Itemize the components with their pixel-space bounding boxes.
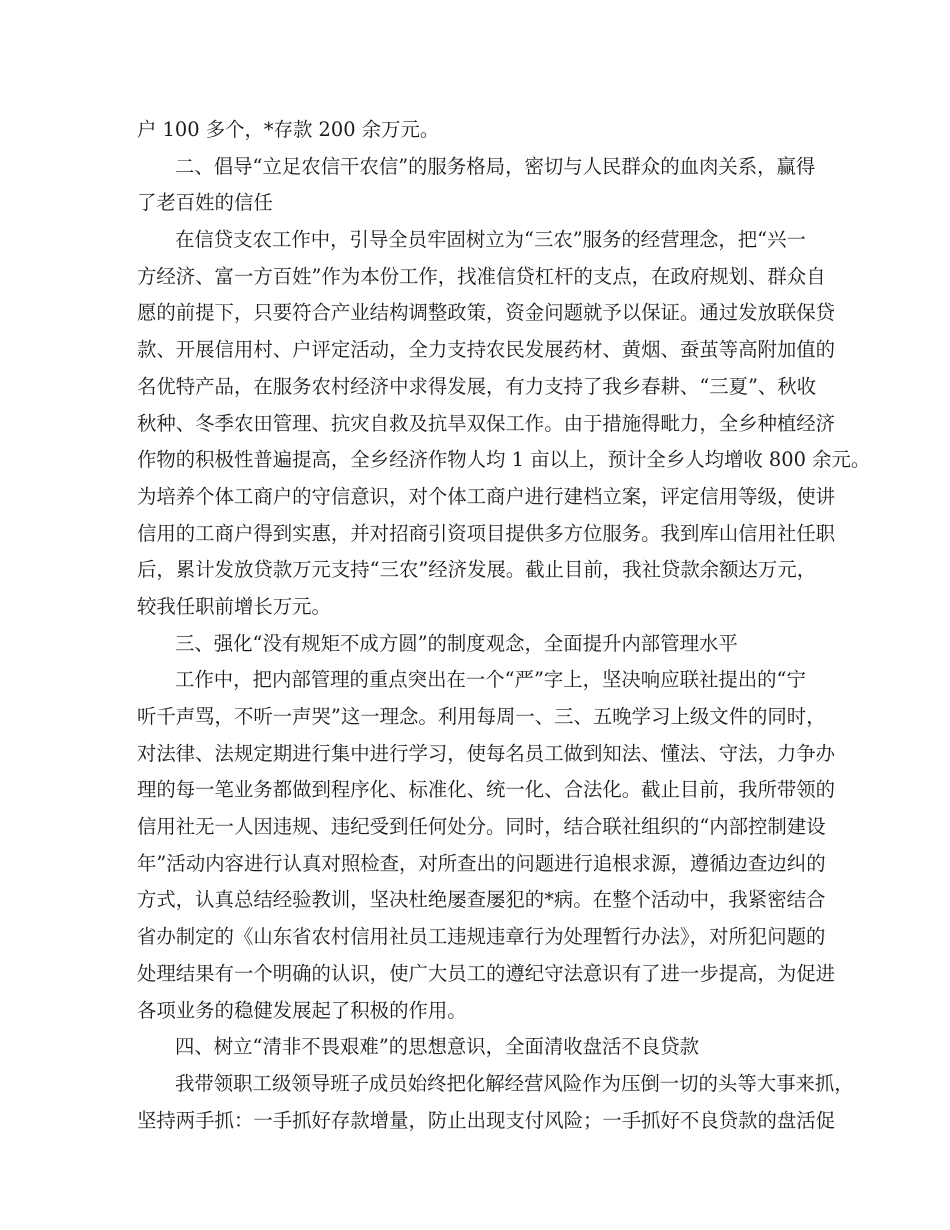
- text-line: 省办制定的《山东省农村信用社员工违规违章行为处理暂行办法》，对所犯问题的: [137, 925, 826, 949]
- text-line: 工作中，把内部管理的重点突出在一个“严”字上，坚决响应联社提出的“宁: [175, 668, 806, 692]
- section-heading-3: 三、强化“没有规矩不成方圆”的制度观念，全面提升内部管理水平: [175, 631, 738, 655]
- text-line: 款、开展信用村、户评定活动，全力支持农民发展药材、黄烟、蚕茧等高附加值的: [137, 338, 836, 362]
- text-line: 年”活动内容进行认真对照检查，对所查出的问题进行追根求源，遵循边查边纠的: [137, 851, 826, 875]
- text-line: 愿的前提下，只要符合产业结构调整政策，资金问题就予以保证。通过发放联保贷: [137, 301, 836, 325]
- document-body: [137, 112, 871, 1139]
- text-line: 秋种、冬季农田管理、抗灾自救及抗旱双保工作。由于措施得毗力，全乡种植经济: [137, 411, 836, 435]
- text-line: 理的每一笔业务都做到程序化、标准化、统一化、合法化。截止目前，我所带领的: [137, 778, 836, 802]
- text-line: 处理结果有一个明确的认识，使广大员工的遵纪守法意识有了进一步提高，为促进: [137, 961, 836, 985]
- text-line: 信用的工商户得到实惠，并对招商引资项目提供多方位服务。我到库山信用社任职: [137, 521, 836, 545]
- section-heading-4: 四、树立“清非不畏艰难”的思想意识，全面清收盘活不良贷款: [175, 1035, 699, 1059]
- section-heading-2: 二、倡导“立足农信干农信”的服务格局，密切与人民群众的血肉关系，赢得: [175, 154, 816, 178]
- section-heading-2-cont: 了老百姓的信任: [137, 191, 273, 215]
- text-line: 方式，认真总结经验教训，坚决杜绝屡查屡犯的*病。在整个活动中，我紧密结合: [137, 888, 826, 912]
- text-line: 名优特产品，在服务农村经济中求得发展，有力支持了我乡春耕、“三夏”、秋收: [137, 374, 817, 398]
- text-line: 听千声骂，不听一声哭”这一理念。利用每周一、三、五晚学习上级文件的同时，: [137, 705, 826, 728]
- text-line: 后，累计发放贷款万元支持“三农”经济发展。截止目前，我社贷款余额达万元，: [137, 558, 817, 582]
- text-line: 为培养个体工商户的守信意识，对个体工商户进行建档立案，评定信用等级，使讲: [137, 484, 836, 508]
- text-line: 方经济、富一方百姓”作为本份工作，找准信贷杠杆的支点，在政府规划、群众自: [137, 264, 826, 288]
- text-line: 我带领职工级领导班子成员始终把化解经营风险作为压倒一切的头等大事来抓，: [175, 1071, 854, 1095]
- text-line: 作物的积极性普遍提高，全乡经济作物人均 1 亩以上，预计全乡人均增收 800 余元。: [137, 448, 871, 472]
- text-line: 信用社无一人因违规、违纪受到任何处分。同时，结合联社组织的“内部控制建设: [137, 815, 826, 839]
- text-line: 对法律、法规定期进行集中进行学习，使每名员工做到知法、懂法、守法，力争办: [137, 741, 836, 765]
- text-line: 各项业务的稳健发展起了积极的作用。: [137, 998, 467, 1022]
- text-line: 坚持两手抓：一手抓好存款增量，防止出现支付风险；一手抓好不良贷款的盘活促: [137, 1108, 836, 1132]
- text-line: 户 100 多个，*存款 200 余万元。: [137, 118, 440, 141]
- text-line: 较我任职前增长万元。: [137, 594, 331, 618]
- text-line: 在信贷支农工作中，引导全员牢固树立为“三农”服务的经营理念，把“兴一: [175, 228, 806, 252]
